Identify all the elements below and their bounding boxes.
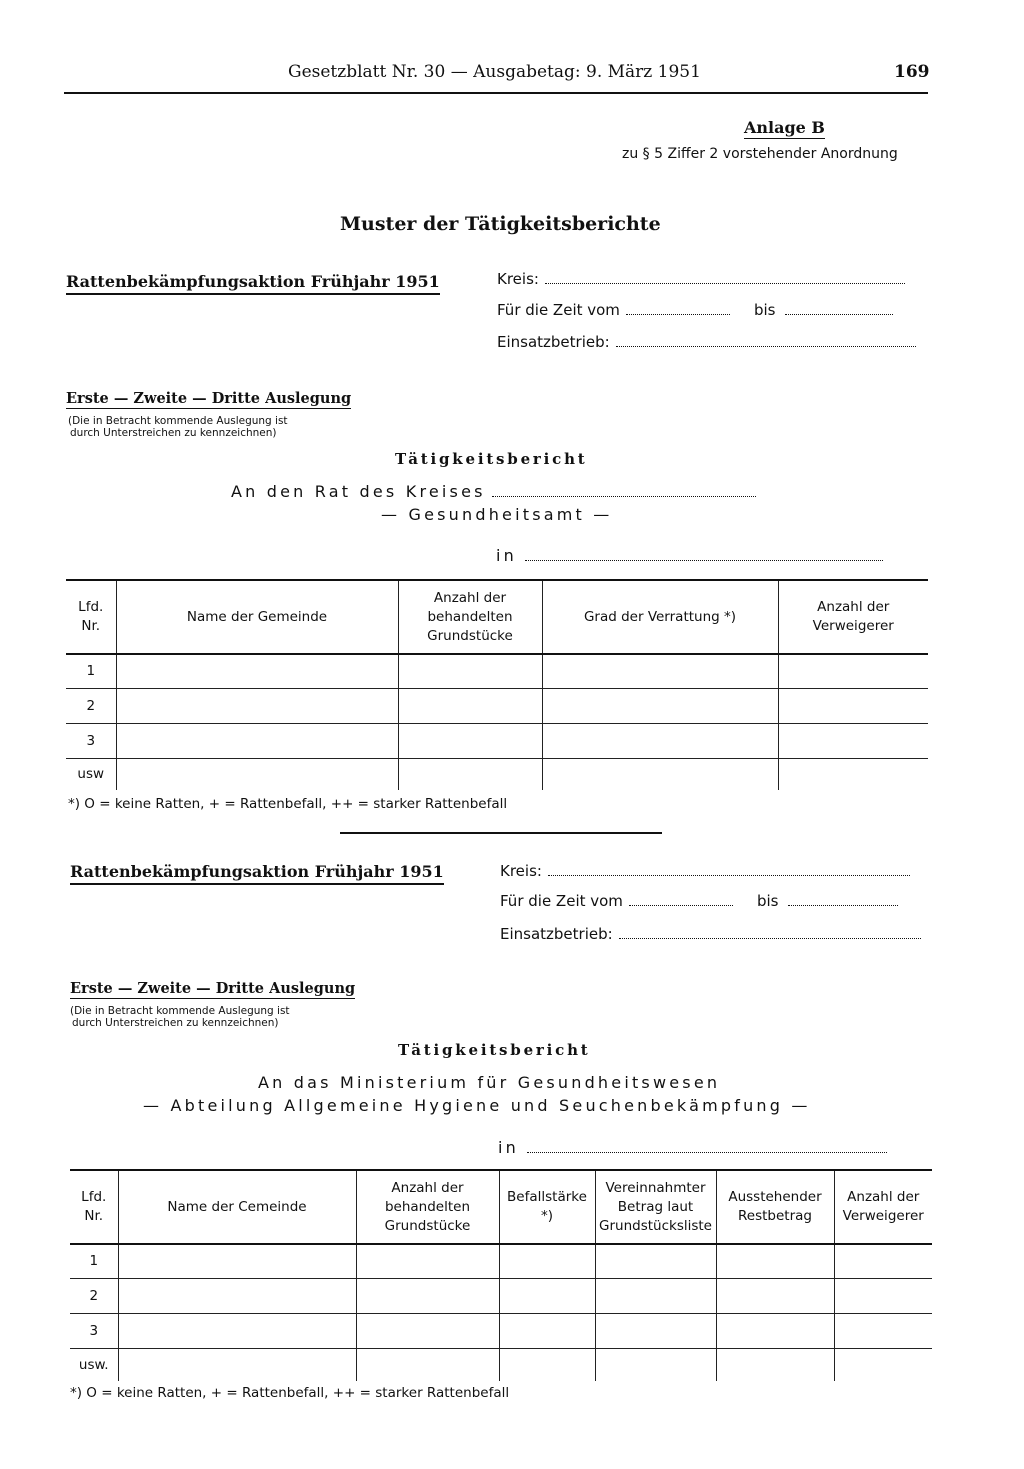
cell-verrattung[interactable] xyxy=(542,758,778,790)
form2-th-betrag: Vereinnahmter Betrag laut Grundstücksliste xyxy=(595,1170,716,1244)
form1-th-gemeinde: Name der Gemeinde xyxy=(116,580,398,654)
cell-verrattung[interactable] xyxy=(542,654,778,688)
form2-betrieb-field[interactable] xyxy=(500,925,921,943)
page-number: 169 xyxy=(894,62,930,82)
form2-kreis-line[interactable] xyxy=(548,874,910,876)
cell-gemeinde[interactable] xyxy=(118,1313,356,1348)
form2-th-lfd: Lfd. Nr. xyxy=(70,1170,118,1244)
cell-betrag[interactable] xyxy=(595,1244,716,1278)
form1-th-lfd: Lfd. Nr. xyxy=(66,580,116,654)
form1-zeit-label: Für die Zeit vom xyxy=(497,301,620,319)
cell-betrag[interactable] xyxy=(595,1278,716,1313)
form1-kreis-field[interactable] xyxy=(497,270,905,288)
cell-grundstuecke[interactable] xyxy=(356,1278,499,1313)
form2-section-title: Rattenbekämpfungsaktion Frühjahr 1951 xyxy=(70,862,444,885)
row-number: 1 xyxy=(70,1244,118,1278)
form2-bis-line[interactable] xyxy=(788,904,898,906)
cell-restbetrag[interactable] xyxy=(716,1313,834,1348)
form2-report-title: Tätigkeitsbericht xyxy=(398,1041,591,1059)
anlage-title: Anlage B xyxy=(744,118,825,137)
form1-auslegung: Erste — Zweite — Dritte Auslegung xyxy=(66,390,352,407)
form1-bis-line[interactable] xyxy=(785,313,893,315)
form2-addressee-1: An das Ministerium für Gesundheitswesen xyxy=(258,1073,721,1092)
cell-restbetrag[interactable] xyxy=(716,1278,834,1313)
main-title: Muster der Tätigkeitsberichte xyxy=(340,213,661,235)
form2-th-restbetrag: Ausstehender Restbetrag xyxy=(716,1170,834,1244)
form2-in-line[interactable] xyxy=(527,1151,887,1153)
form2-table xyxy=(70,1169,932,1381)
form2-zeit-label: Für die Zeit vom xyxy=(500,892,623,910)
header-rule xyxy=(64,92,928,94)
cell-restbetrag[interactable] xyxy=(716,1244,834,1278)
page-header: Gesetzblatt Nr. 30 — Ausgabetag: 9. März 1951 xyxy=(288,62,701,82)
form2-addressee-2: — Abteilung Allgemeine Hygiene und Seuchenbekämpfung — xyxy=(143,1096,811,1115)
cell-befallstaerke[interactable] xyxy=(499,1278,595,1313)
form2-footnote: *) O = keine Ratten, + = Rattenbefall, ++ = starker Rattenbefall xyxy=(70,1385,510,1401)
form1-table xyxy=(66,579,928,790)
form2-auslegung-note-2: durch Unterstreichen zu kennzeichnen) xyxy=(72,1017,279,1029)
form1-auslegung-note-2: durch Unterstreichen zu kennzeichnen) xyxy=(70,427,277,439)
form1-footnote: *) O = keine Ratten, + = Rattenbefall, ++ = starker Rattenbefall xyxy=(68,796,508,812)
cell-befallstaerke[interactable] xyxy=(499,1244,595,1278)
form1-betrieb-field[interactable] xyxy=(497,333,916,351)
form2-in-field[interactable] xyxy=(498,1138,887,1157)
form2-table-header-row xyxy=(70,1170,932,1244)
row-number: usw. xyxy=(70,1348,118,1381)
cell-verweigerer[interactable] xyxy=(778,723,928,758)
row-number: 2 xyxy=(66,688,116,723)
form2-betrieb-line[interactable] xyxy=(619,937,921,939)
cell-grundstuecke[interactable] xyxy=(398,723,542,758)
table-row xyxy=(66,654,928,688)
form1-auslegung-note-1: (Die in Betracht kommende Auslegung ist xyxy=(68,415,288,427)
form2-kreis-field[interactable] xyxy=(500,862,910,880)
table-row xyxy=(66,758,928,790)
form2-auslegung: Erste — Zweite — Dritte Auslegung xyxy=(70,980,356,997)
form1-bis-label: bis xyxy=(753,301,776,319)
cell-gemeinde[interactable] xyxy=(118,1348,356,1381)
form2-kreis-label: Kreis: xyxy=(500,862,542,880)
cell-grundstuecke[interactable] xyxy=(398,654,542,688)
form1-table-header-row xyxy=(66,580,928,654)
form1-report-title: Tätigkeitsbericht xyxy=(395,450,588,468)
separator-rule xyxy=(340,832,662,834)
table-row xyxy=(66,723,928,758)
form2-betrieb-label: Einsatzbetrieb: xyxy=(500,925,613,943)
form1-zeit-field[interactable] xyxy=(497,301,893,319)
cell-grundstuecke[interactable] xyxy=(356,1244,499,1278)
cell-verweigerer[interactable] xyxy=(834,1313,932,1348)
form1-in-line[interactable] xyxy=(525,559,883,561)
form1-kreis-label: Kreis: xyxy=(497,270,539,288)
form2-bis-label: bis xyxy=(756,892,779,910)
form1-addressee-field[interactable] xyxy=(231,482,756,501)
cell-grundstuecke[interactable] xyxy=(398,758,542,790)
cell-verweigerer[interactable] xyxy=(834,1278,932,1313)
cell-gemeinde[interactable] xyxy=(116,654,398,688)
table-row xyxy=(66,688,928,723)
form2-zeit-field[interactable] xyxy=(500,892,898,910)
form1-kreis-name-line[interactable] xyxy=(492,495,756,497)
form2-th-grundstuecke: Anzahl der behandelten Grundstücke xyxy=(356,1170,499,1244)
table-row xyxy=(70,1244,932,1278)
cell-verweigerer[interactable] xyxy=(778,758,928,790)
form1-in-field[interactable] xyxy=(496,546,883,565)
form1-addressee-1: An den Rat des Kreises xyxy=(231,482,486,501)
row-number: 3 xyxy=(66,723,116,758)
table-row xyxy=(70,1278,932,1313)
cell-verweigerer[interactable] xyxy=(834,1244,932,1278)
cell-befallstaerke[interactable] xyxy=(499,1348,595,1381)
row-number: 1 xyxy=(66,654,116,688)
cell-verweigerer[interactable] xyxy=(834,1348,932,1381)
cell-betrag[interactable] xyxy=(595,1348,716,1381)
form1-th-grundstuecke: Anzahl der behandelten Grundstücke xyxy=(398,580,542,654)
cell-gemeinde[interactable] xyxy=(116,723,398,758)
form1-betrieb-label: Einsatzbetrieb: xyxy=(497,333,610,351)
cell-restbetrag[interactable] xyxy=(716,1348,834,1381)
cell-grundstuecke[interactable] xyxy=(356,1313,499,1348)
row-number: usw xyxy=(66,758,116,790)
anlage-subtitle: zu § 5 Ziffer 2 vorstehender Anordnung xyxy=(622,146,898,162)
form1-betrieb-line[interactable] xyxy=(616,345,916,347)
form1-addressee-2: — Gesundheitsamt — xyxy=(381,505,613,524)
form1-kreis-line[interactable] xyxy=(545,282,905,284)
cell-gemeinde[interactable] xyxy=(118,1278,356,1313)
cell-befallstaerke[interactable] xyxy=(499,1313,595,1348)
cell-grundstuecke[interactable] xyxy=(356,1348,499,1381)
form1-in-label: in xyxy=(496,546,517,565)
cell-gemeinde[interactable] xyxy=(116,758,398,790)
form1-th-verrattung: Grad der Verrattung *) xyxy=(542,580,778,654)
cell-betrag[interactable] xyxy=(595,1313,716,1348)
row-number: 2 xyxy=(70,1278,118,1313)
row-number: 3 xyxy=(70,1313,118,1348)
form2-th-verweigerer: Anzahl der Verweigerer xyxy=(834,1170,932,1244)
form2-in-label: in xyxy=(498,1138,519,1157)
form1-section-title: Rattenbekämpfungsaktion Frühjahr 1951 xyxy=(66,272,440,295)
form2-th-befallstaerke: Befallstärke *) xyxy=(499,1170,595,1244)
form2-auslegung-note-1: (Die in Betracht kommende Auslegung ist xyxy=(70,1005,290,1017)
cell-verweigerer[interactable] xyxy=(778,688,928,723)
table-row xyxy=(70,1348,932,1381)
cell-verrattung[interactable] xyxy=(542,688,778,723)
cell-verrattung[interactable] xyxy=(542,723,778,758)
form1-th-verweigerer: Anzahl der Verweigerer xyxy=(778,580,928,654)
form2-th-gemeinde: Name der Cemeinde xyxy=(118,1170,356,1244)
cell-grundstuecke[interactable] xyxy=(398,688,542,723)
cell-verweigerer[interactable] xyxy=(778,654,928,688)
table-row xyxy=(70,1313,932,1348)
form1-von-line[interactable] xyxy=(626,313,730,315)
form2-von-line[interactable] xyxy=(629,904,733,906)
cell-gemeinde[interactable] xyxy=(118,1244,356,1278)
cell-gemeinde[interactable] xyxy=(116,688,398,723)
